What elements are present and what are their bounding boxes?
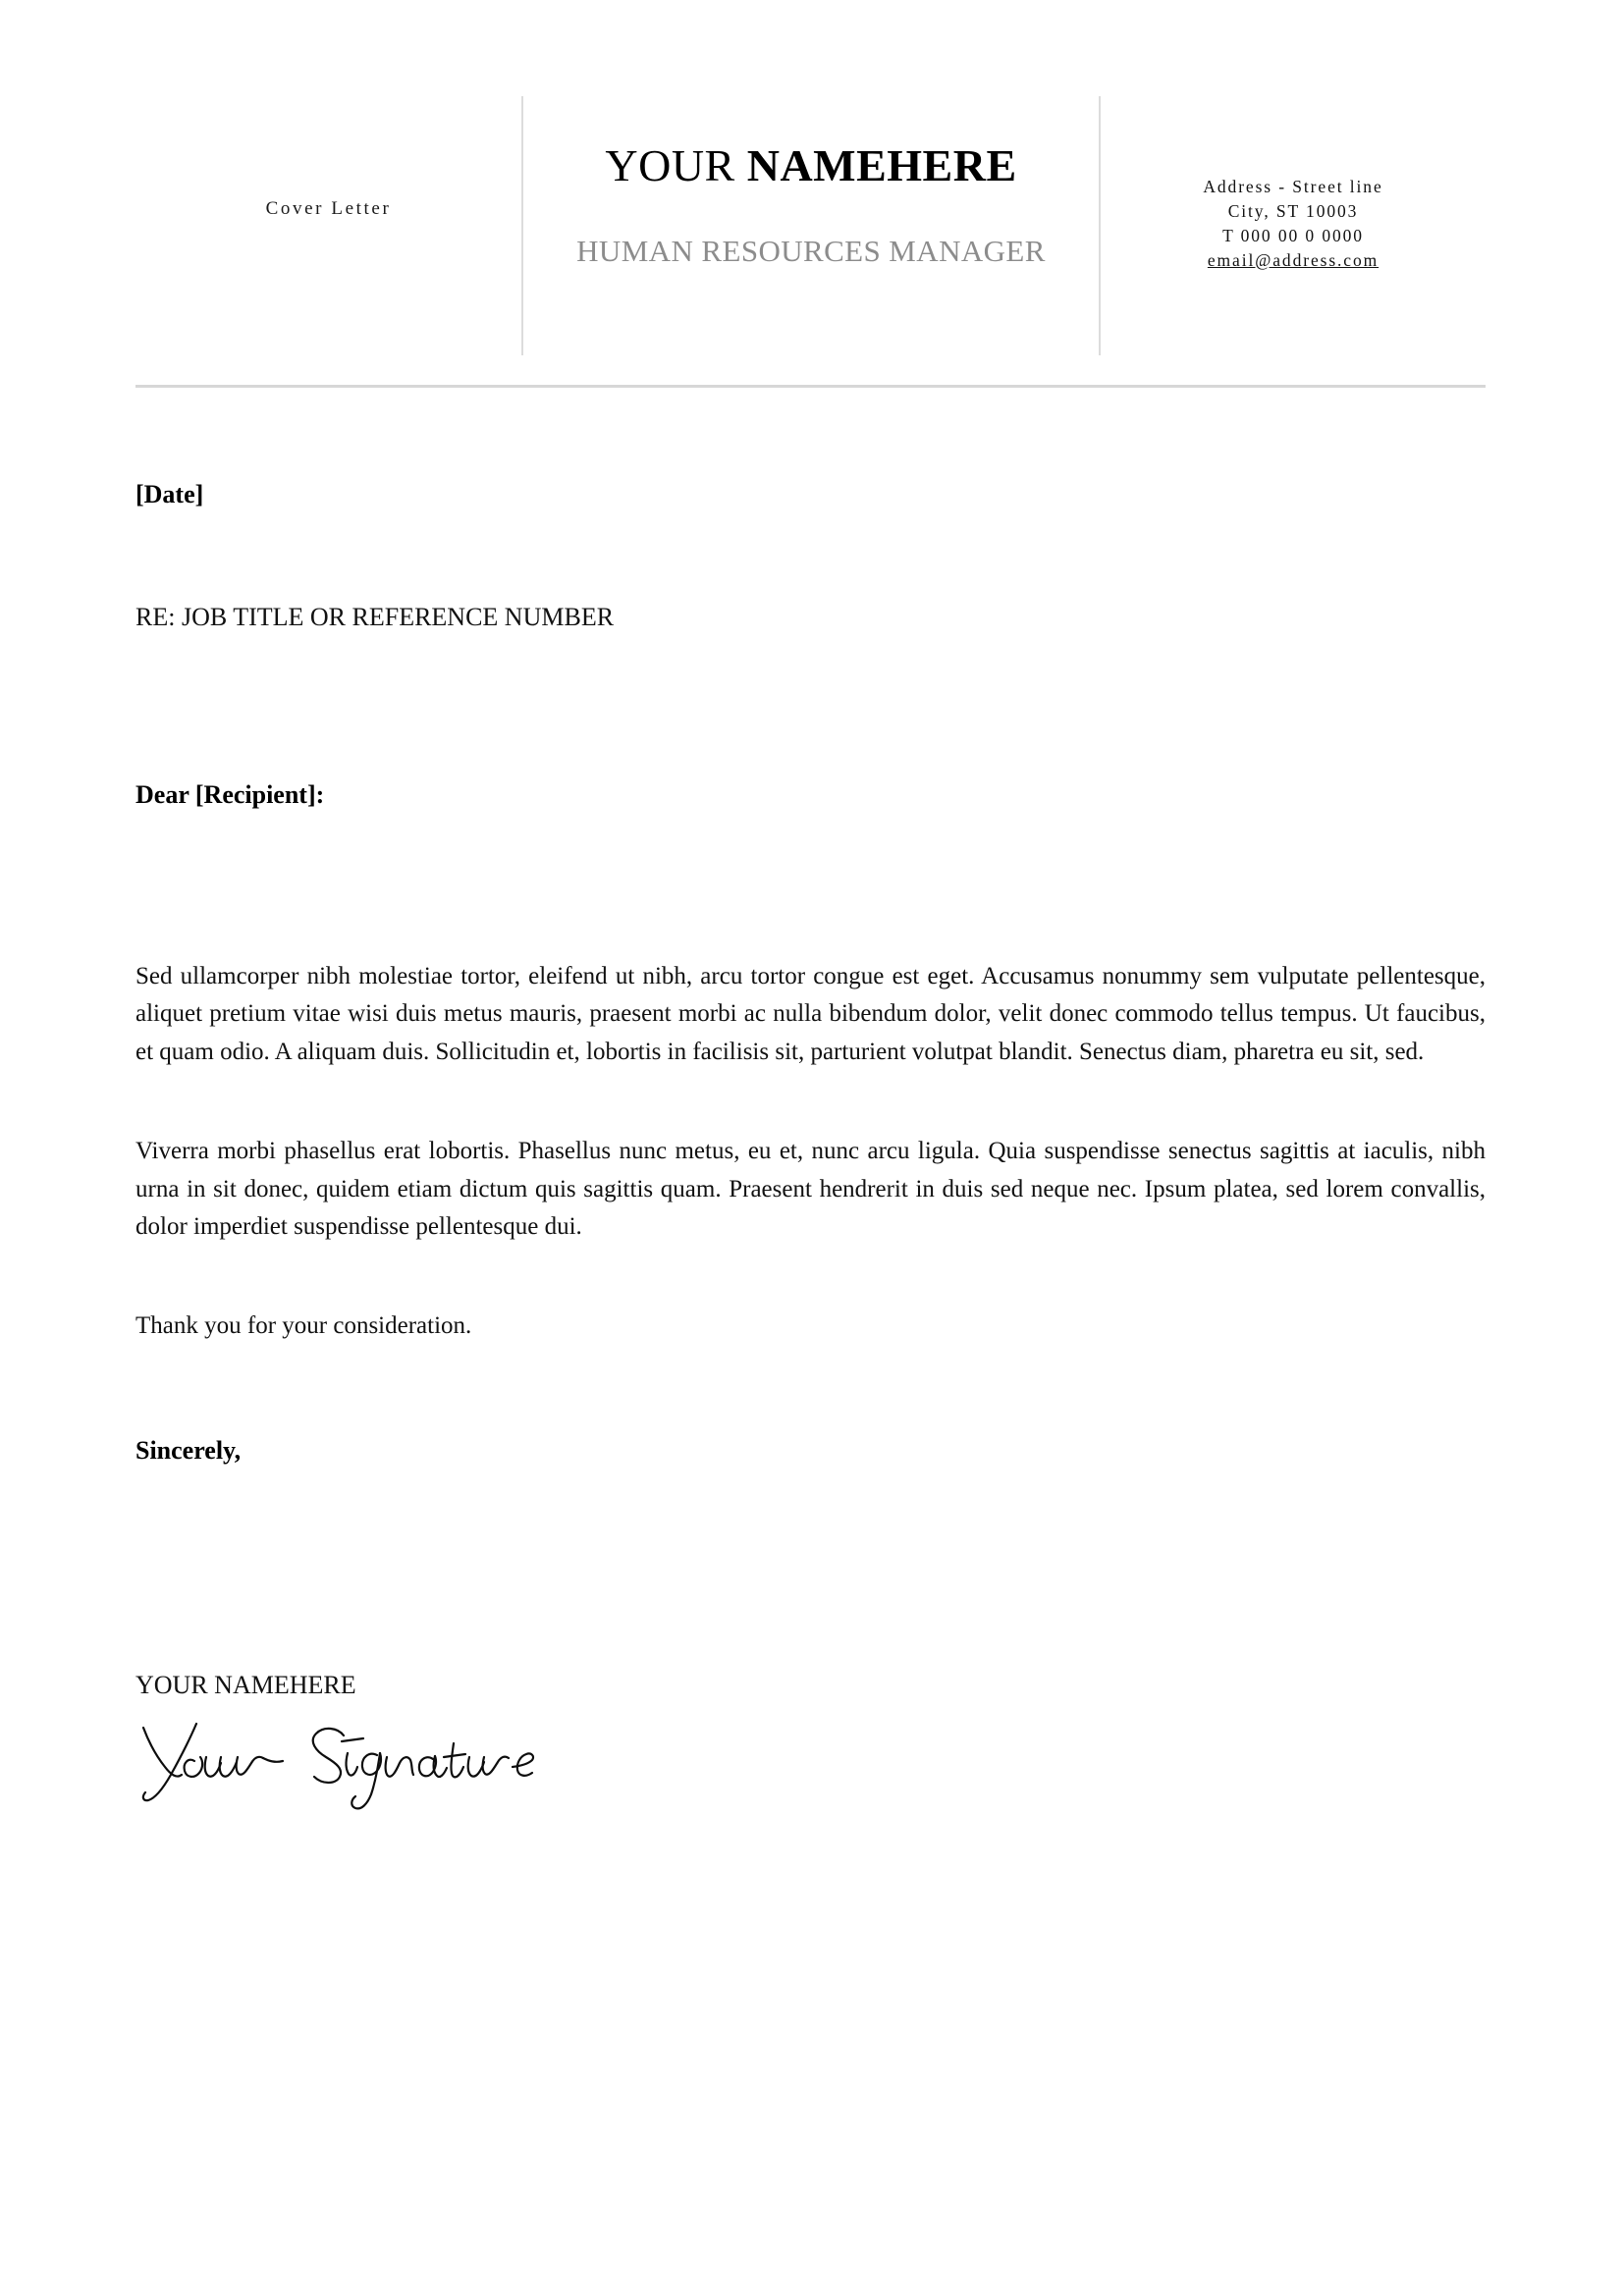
contact-phone: T 000 00 0 0000: [1222, 225, 1364, 245]
first-name: YOUR: [605, 140, 747, 190]
contact-street: Address - Street line: [1203, 177, 1383, 196]
signature-script-image: [135, 1706, 558, 1814]
closing-line: Sincerely,: [135, 1435, 242, 1465]
full-name: [605, 140, 1017, 190]
date-line: [Date]: [135, 480, 204, 508]
header-center-column: [521, 96, 1101, 355]
header-left-column: [135, 96, 521, 355]
letter-body: [135, 479, 1486, 1814]
job-title: HUMAN RESOURCES MANAGER: [576, 234, 1046, 268]
body-paragraph: Viverra morbi phasellus erat lobortis. Phasellus nunc metus, eu et, nunc arcu ligula. Quia suspendisse senectus sagittis at iaculis, nibh urna in sit donec, quidem etiam dictum quis sagittis quam. Praesent hendrerit in duis sed neque nec. Ipsum platea, sed lorem convallis, dolor imperdiet suspendisse pellentesque dui.: [135, 1137, 1486, 1241]
contact-email-link[interactable]: email@address.com: [1207, 249, 1380, 270]
handwritten-signature-icon: [135, 1706, 558, 1814]
body-paragraph: Sed ullamcorper nibh molestiae tortor, eleifend ut nibh, arcu tortor congue est eget. Accusamus nonummy sem vulputate pellentesque, aliquet pretium vitae wisi duis metus mauris, praesent morbi ac nulla bibendum dolor, velit donec commodo tellus tempus. Ut faucibus, et quam odio. A aliquam duis. Sollicitudin et, lobortis in facilisis sit, parturient volutpat blandit. Senectus diam, pharetra eu sit, sed.: [135, 962, 1486, 1066]
salutation-line: Dear [Recipient]:: [135, 780, 325, 810]
signature-name: YOUR NAMEHERE: [135, 1670, 356, 1699]
contact-city-state-zip: City, ST 10003: [1227, 200, 1359, 221]
letterhead-header: [135, 96, 1486, 355]
subject-line: RE: JOB TITLE OR REFERENCE NUMBER: [135, 603, 615, 632]
contact-block: [1203, 175, 1382, 272]
cover-letter-label: Cover Letter: [265, 198, 392, 219]
thanks-line: Thank you for your consideration.: [135, 1312, 472, 1340]
header-right-column: [1101, 96, 1486, 355]
last-name: NAMEHERE: [746, 140, 1017, 190]
header-divider-rule: [135, 385, 1486, 388]
